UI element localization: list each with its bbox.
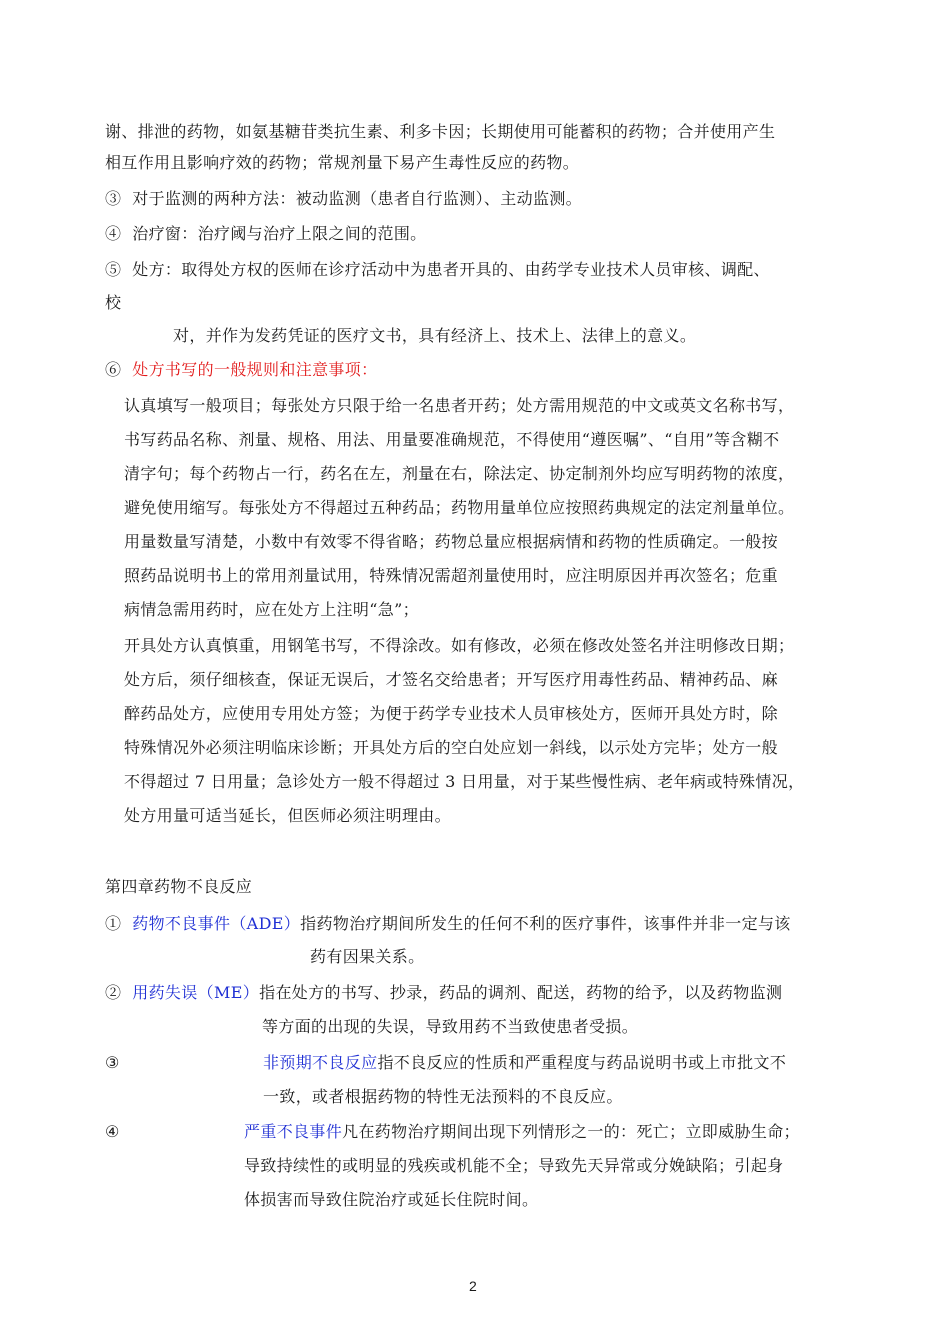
paragraph-line: 相互作用且影响疗效的药物；常规剂量下易产生毒性反应的药物。 <box>105 153 580 172</box>
paragraph-line: 书写药品名称、剂量、规格、用法、用量要准确规范，不得使用“遵医嘱”、“自用”等含糊不 <box>124 430 780 449</box>
definition-text: 指药物治疗期间所发生的任何不利的医疗事件，该事件并非一定与该 <box>300 914 791 933</box>
paragraph-line: 谢、排泄的药物，如氨基糖苷类抗生素、利多卡因；长期使用可能蓄积的药物；合并使用产生 <box>105 122 776 141</box>
definition-term: 严重不良事件 <box>244 1122 343 1141</box>
paragraph-line: 校 <box>105 293 122 312</box>
paragraph-line: 病情急需用药时，应在处方上注明“急”； <box>124 600 420 619</box>
paragraph-line: 开具处方认真慎重，用钢笔书写，不得涂改。如有修改，必须在修改处签名并注明修改日期； <box>124 636 795 655</box>
definition-term: 用药失误（ME） <box>132 983 260 1002</box>
definition-term: 非预期不良反应 <box>263 1053 378 1072</box>
definition-item-3 <box>263 1052 786 1074</box>
list-item-6 <box>105 359 378 381</box>
list-marker: ④ <box>105 224 122 243</box>
list-item-3 <box>105 188 582 210</box>
list-item-text: 治疗窗：治疗阈与治疗上限之间的范围。 <box>132 224 427 243</box>
page-number: 2 <box>469 1278 478 1294</box>
definition-item-2 <box>105 982 782 1004</box>
paragraph-line: 照药品说明书上的常用剂量试用，特殊情况需超剂量使用时，应注明原因并再次签名；危重 <box>124 566 779 585</box>
paragraph-line: 清字句；每个药物占一行，药名在左，剂量在右，除法定、协定制剂外均应写明药物的浓度， <box>124 464 795 483</box>
definition-term: 药物不良事件（ADE） <box>132 914 301 933</box>
paragraph-line: 导致持续性的或明显的残疾或机能不全；导致先天异常或分娩缺陷；引起身 <box>244 1156 784 1175</box>
definition-text: 凡在药物治疗期间出现下列情形之一的：死亡；立即威胁生命； <box>342 1122 800 1141</box>
chapter-title: 第四章药物不良反应 <box>105 877 253 896</box>
paragraph-line: 对，并作为发药凭证的医疗文书，具有经济上、技术上、法律上的意义。 <box>173 326 697 345</box>
paragraph-line: 一致，或者根据药物的特性无法预料的不良反应。 <box>263 1087 623 1106</box>
list-marker: ② <box>105 983 122 1002</box>
paragraph-line: 等方面的出现的失误，导致用药不当致使患者受损。 <box>262 1017 639 1036</box>
definition-text: 指在处方的书写、抄录，药品的调剂、配送，药物的给予，以及药物监测 <box>259 983 783 1002</box>
list-item-5 <box>105 259 770 281</box>
list-item-text: 处方：取得处方权的医师在诊疗活动中为患者开具的、由药学专业技术人员审核、调配、 <box>132 260 770 279</box>
list-marker: ③ <box>105 189 122 208</box>
paragraph-line: 认真填写一般项目；每张处方只限于给一名患者开药；处方需用规范的中文或英文名称书写， <box>124 396 795 415</box>
paragraph-line: 不得超过 7 日用量；急诊处方一般不得超过 3 日用量，对于某些慢性病、老年病或特殊情况， <box>124 772 805 791</box>
list-item-4 <box>105 223 427 245</box>
list-marker: ① <box>105 914 122 933</box>
paragraph-line: 用量数量写清楚，小数中有效零不得省略；药物总量应根据病情和药物的性质确定。一般按 <box>124 532 779 551</box>
paragraph-line: 处方后，须仔细核查，保证无误后，才签名交给患者；开写医疗用毒性药品、精神药品、麻 <box>124 670 779 689</box>
paragraph-line: 处方用量可适当延长，但医师必须注明理由。 <box>124 806 452 825</box>
list-marker: ⑥ <box>105 360 122 379</box>
list-marker: ③ <box>105 1053 120 1072</box>
paragraph-line: 避免使用缩写。每张处方不得超过五种药品；药物用量单位应按照药典规定的法定剂量单位。 <box>124 498 795 517</box>
paragraph-line: 体损害而导致住院治疗或延长住院时间。 <box>244 1190 539 1209</box>
paragraph-line: 特殊情况外必须注明临床诊断；开具处方后的空白处应划一斜线，以示处方完毕；处方一般 <box>124 738 779 757</box>
definition-item-1 <box>105 913 791 935</box>
section-heading: 处方书写的一般规则和注意事项： <box>132 360 378 379</box>
paragraph-line: 醉药品处方，应使用专用处方签；为便于药学专业技术人员审核处方，医师开具处方时，除 <box>124 704 779 723</box>
list-item-text: 对于监测的两种方法：被动监测（患者自行监测）、主动监测。 <box>132 189 583 208</box>
paragraph-line: 药有因果关系。 <box>310 947 425 966</box>
definition-text: 指不良反应的性质和严重程度与药品说明书或上市批文不 <box>377 1053 787 1072</box>
list-marker: ⑤ <box>105 260 122 279</box>
definition-item-4 <box>244 1121 800 1143</box>
list-marker: ④ <box>105 1122 120 1141</box>
